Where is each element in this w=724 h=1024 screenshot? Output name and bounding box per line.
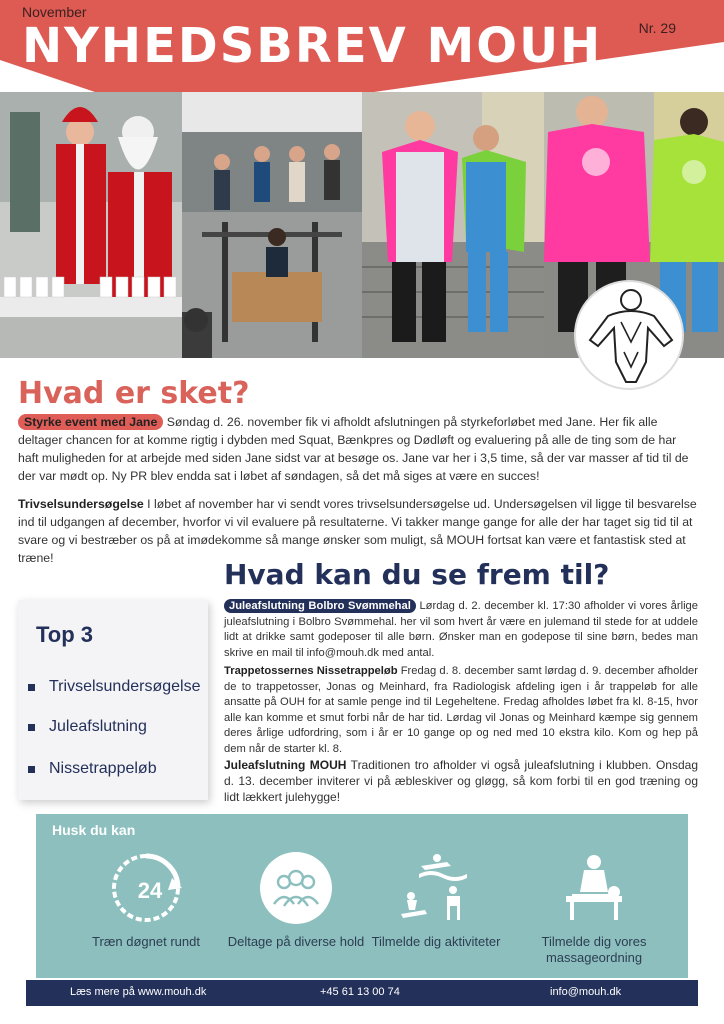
top3-item-label: Trivselsundersøgelse <box>49 678 201 695</box>
newsletter-title: NYHEDSBREV MOUH <box>22 18 603 74</box>
christmas-club-label: Juleafslutning MOUH <box>224 758 347 772</box>
photo-capes-front <box>362 92 544 358</box>
muscle-figure-icon <box>576 282 684 390</box>
bullet-icon <box>28 684 35 691</box>
stair-run-text: Fredag d. 8. december samt lørdag d. 9. december afholder de to trappetosser, Jonas og Meinhard, fra Radiologisk afdeling igen i år trappeløb for alle ansatte på OUH for at samle penge ind til Legeheltene. Fredag afholdes løbet fra kl. 8-15, hvor alle kan komme et smut forbi når de har tid. Lørdag vil Jonas og Meinhard kæmpe sig gennem deres årlige udfordring, som i år er 10 gange op og ned med 10 ekstra kilo. Kom og hep på dem når de starter kl. 8. <box>224 665 699 755</box>
remember-item-label: Træn døgnet rundt <box>92 934 200 949</box>
top3-item-label: Juleafslutning <box>49 718 147 735</box>
mouh-logo-badge <box>574 280 684 390</box>
top3-title: Top 3 <box>36 622 94 647</box>
issue-number: Nr. 29 <box>638 20 676 36</box>
christmas-pool-text: Lørdag d. 2. december kl. 17:30 afholder vi vores årlige juleafslutning i Bolbro Svømmehal. her vil som hvert år være en julemand til stede for at uddele lidt at drikke samt godeposer til alle børn. Ønsker man en godepose til sine børn, bedes man skrive en mail til info@mouh.dk med antal. <box>224 600 699 659</box>
remember-item-classes <box>216 848 376 950</box>
top3-item-label: Nissetrappeløb <box>49 760 157 777</box>
paragraph-strength-event <box>18 413 698 485</box>
remember-item-label: Deltage på diverse hold <box>227 934 365 949</box>
remember-title: Husk du kan <box>52 822 136 838</box>
top3-item <box>28 678 200 696</box>
top3-item <box>28 760 157 778</box>
paragraph-christmas-pool <box>224 599 698 661</box>
remember-item-massage <box>514 848 674 966</box>
survey-label: Trivselsundersøgelse <box>18 497 144 511</box>
clock-24-icon <box>106 848 186 928</box>
activities-icon <box>391 848 481 928</box>
photo-santa-event <box>0 92 182 358</box>
christmas-pool-label: Juleafslutning Bolbro Svømmehal <box>224 599 416 613</box>
paragraph-stair-run <box>224 664 698 757</box>
stair-run-label: Trappetossernes Nissetrappeløb <box>224 665 398 677</box>
paragraph-christmas-club <box>224 757 698 805</box>
remember-item-activities <box>356 848 516 950</box>
remember-item-label: Tilmelde dig aktiviteter <box>371 934 501 949</box>
clock-24-badge: 24 <box>137 878 163 903</box>
section-heading-what-happened: Hvad er sket? <box>18 376 250 411</box>
top3-box <box>18 600 208 800</box>
group-icon <box>256 848 336 928</box>
strength-event-text: Søndag d. 26. november fik vi afholdt afslutningen på styrkeforløbet med Jane. Her fik alle deltager chancen for at komme rigtig i dybden med Squat, Bænkpres og Dødløft og evaluering på alle de ting som de har haft muligheden for at arbejde med siden Jane sidst var at besøge os. Jane var her i 3,5 time, så der var masser af tid til de der var mødt op. Ny PR blev endda sat i løbet af søndagen, så det må siges at være en succes! <box>18 415 689 483</box>
christmas-club-text: Traditionen tro afholder vi også juleafslutning i klubben. Onsdag d. 13. december inviterer vi på æbleskiver og gløgg, så kom forbi til en god træning og lidt lækkert julehygge! <box>224 758 698 804</box>
paragraph-survey <box>18 495 698 567</box>
bullet-icon <box>28 766 35 773</box>
footer-email-link[interactable]: info@mouh.dk <box>550 986 622 998</box>
footer-website-link[interactable]: Læs mere på www.mouh.dk <box>70 986 207 998</box>
strength-event-label: Styrke event med Jane <box>18 414 163 430</box>
top3-item <box>28 718 147 736</box>
footer-phone[interactable]: +45 61 13 00 74 <box>320 986 400 998</box>
photo-gym-squat <box>182 92 362 358</box>
remember-item-label: Tilmelde dig vores massageordning <box>541 934 647 965</box>
footer-bar <box>26 980 698 1006</box>
remember-item-24h <box>66 848 226 950</box>
remember-panel <box>36 814 688 978</box>
issue-month: November <box>22 4 87 20</box>
bullet-icon <box>28 724 35 731</box>
section-heading-look-forward: Hvad kan du se frem til? <box>224 558 610 591</box>
massage-icon <box>554 848 634 928</box>
survey-text: I løbet af november har vi sendt vores trivselsundersøgelse ud. Undersøgelsen vil ligge til besvarelse ind til udgangen af december, hvorfor vi vil evaluere på resultaterne. Vi takker mange gange for alle der har taget sig tid til at svare og vi bestræber os på at imødekomme så mange ønsker som muligt, så MOUH fortsat kan være et fantastisk sted at træne! <box>18 497 697 565</box>
